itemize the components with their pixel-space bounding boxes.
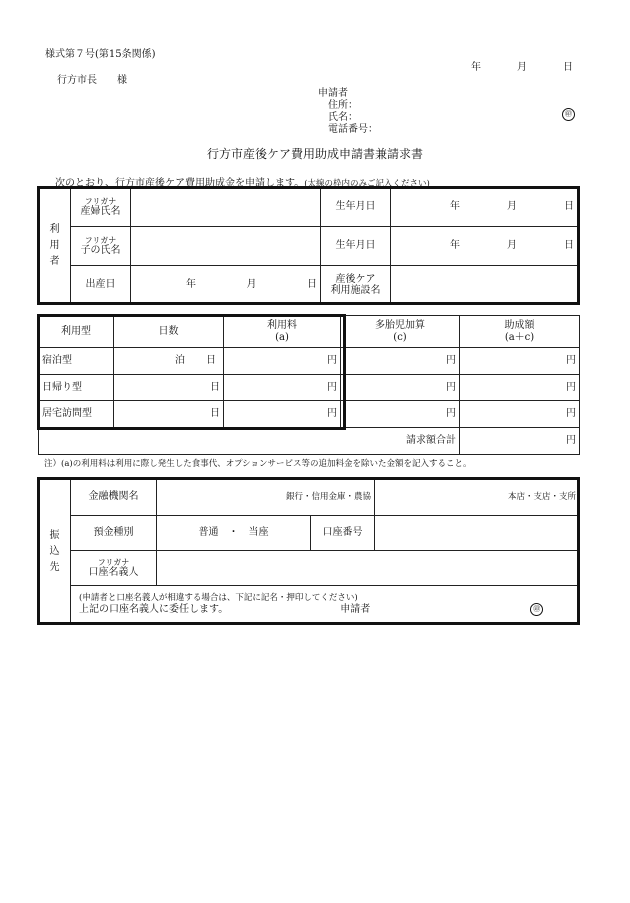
fee-header-multi: 多胎児加算 (c) xyxy=(341,316,460,348)
delegation-seal: ㊞ xyxy=(530,603,543,616)
date-month-label: 月 xyxy=(517,62,527,73)
total-label: 請求額合計 xyxy=(39,427,460,454)
branch-field[interactable]: 本店・支店・支所 xyxy=(375,479,580,516)
days-field-daytrip[interactable]: 日 xyxy=(114,374,224,400)
multi-field-daytrip[interactable]: 円 xyxy=(341,374,460,400)
days-field-overnight[interactable]: 泊 日 xyxy=(114,348,224,374)
facility-field[interactable] xyxy=(391,266,580,305)
date-day-label: 日 xyxy=(563,62,573,73)
account-number-field[interactable] xyxy=(375,516,580,551)
account-type-label: 預金種別 xyxy=(71,516,157,551)
delegation-text: 上記の口座名義人に委任します。 xyxy=(79,604,229,616)
delivery-date-label: 出産日 xyxy=(71,266,131,305)
user-info-table xyxy=(38,187,580,305)
row-type-home-visit: 居宅訪問型 xyxy=(39,401,114,427)
grant-field-home-visit[interactable]: 円 xyxy=(460,401,580,427)
row-type-daytrip: 日帰り型 xyxy=(39,374,114,400)
days-field-home-visit[interactable]: 日 xyxy=(114,401,224,427)
mother-birthdate-label: 生年月日 xyxy=(321,188,391,227)
child-birthdate-field[interactable]: 年 月 日 xyxy=(391,227,580,266)
row-type-overnight: 宿泊型 xyxy=(39,348,114,374)
holder-field[interactable] xyxy=(157,551,580,586)
fee-field-overnight[interactable]: 円 xyxy=(224,348,341,374)
fee-field-daytrip[interactable]: 円 xyxy=(224,374,341,400)
applicant-name-label: 氏名： xyxy=(328,112,358,123)
fee-header-type: 利用型 xyxy=(39,316,114,348)
multi-field-home-visit[interactable]: 円 xyxy=(341,401,460,427)
child-name-field[interactable] xyxy=(131,227,321,266)
intro-main: 次のとおり、行方市産後ケア費用助成金を申請します。 xyxy=(55,178,305,189)
seal-mark: ㊞ xyxy=(562,108,575,121)
bank-table xyxy=(38,478,580,625)
child-birthdate-label: 生年月日 xyxy=(321,227,391,266)
fee-header-fee: 利用料 (a) xyxy=(224,316,341,348)
fee-table xyxy=(38,315,580,455)
intro-note: (太線の枠内のみご記入ください) xyxy=(304,179,430,189)
delegation-note: (申請者と口座名義人が相違する場合は、下記に記名・押印してください) xyxy=(79,592,358,603)
fee-header-days: 日数 xyxy=(114,316,224,348)
institution-label: 金融機関名 xyxy=(71,479,157,516)
form-number: 様式第７号(第15条関係) xyxy=(45,49,156,60)
mother-name-field[interactable] xyxy=(131,188,321,227)
total-field[interactable]: 円 xyxy=(460,427,580,454)
fee-field-home-visit[interactable]: 円 xyxy=(224,401,341,427)
applicant-phone-label: 電話番号： xyxy=(328,124,378,135)
account-type-options[interactable]: 普通 ・ 当座 xyxy=(157,516,311,551)
table-row xyxy=(39,401,580,427)
grant-field-daytrip[interactable]: 円 xyxy=(460,374,580,400)
account-number-label: 口座番号 xyxy=(311,516,375,551)
mother-birthdate-field[interactable]: 年 月 日 xyxy=(391,188,580,227)
date-year-label: 年 xyxy=(471,62,481,73)
fee-header-grant: 助成額 (a＋c) xyxy=(460,316,580,348)
facility-label: 産後ケア 利用施設名 xyxy=(321,266,391,305)
holder-label: フリガナ 口座名義人 xyxy=(71,551,157,586)
applicant-address-label: 住所： xyxy=(328,100,358,111)
multi-field-overnight[interactable]: 円 xyxy=(341,348,460,374)
mother-name-label: フリガナ 産婦氏名 xyxy=(71,188,131,227)
table-row xyxy=(39,374,580,400)
applicant-title: 申請者 xyxy=(318,88,348,99)
institution-field[interactable]: 銀行・信用金庫・農協 xyxy=(157,479,375,516)
delivery-date-field[interactable]: 年 月 日 xyxy=(131,266,321,305)
user-side-label: 利 用 者 xyxy=(39,188,71,305)
grant-field-overnight[interactable]: 円 xyxy=(460,348,580,374)
document-title: 行方市産後ケア費用助成申請書兼請求書 xyxy=(206,147,423,161)
addressee: 行方市長 様 xyxy=(57,75,127,86)
delegation-cell[interactable] xyxy=(71,586,580,625)
child-name-label: フリガナ 子の氏名 xyxy=(71,227,131,266)
fee-note: 注）(a)の利用料は利用に際し発生した食事代、オプションサービス等の追加料金を除いた金額を記入すること。 xyxy=(44,459,472,469)
bank-side-label: 振 込 先 xyxy=(39,479,71,625)
delegation-applicant: 申請者 xyxy=(340,604,371,616)
table-row xyxy=(39,348,580,374)
